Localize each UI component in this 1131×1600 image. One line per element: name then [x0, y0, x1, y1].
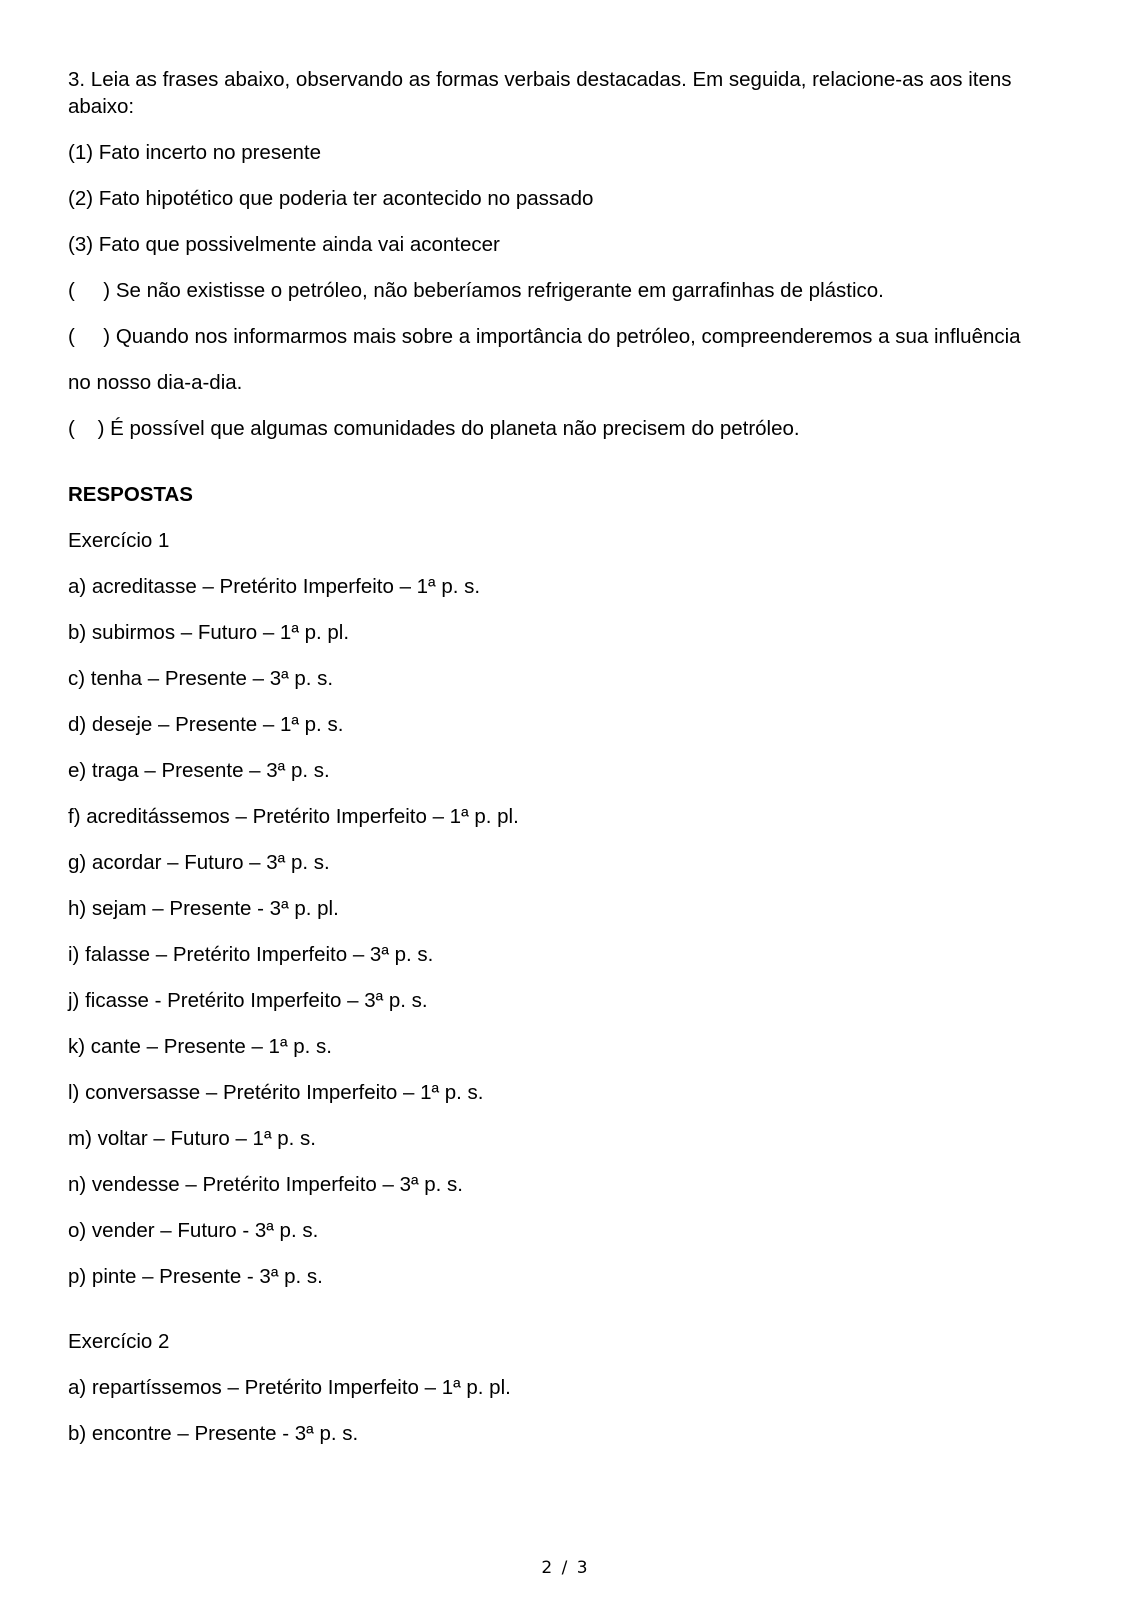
sentence-2-continuation: no nosso dia-a-dia. — [68, 371, 243, 394]
sentence-2: ( ) Quando nos informarmos mais sobre a importância do petróleo, compreenderemos a sua influência — [68, 325, 1021, 348]
exercise-1-item: p) pinte – Presente - 3ª p. s. — [68, 1265, 323, 1288]
answers-heading: RESPOSTAS — [68, 483, 193, 506]
exercise-2-item: b) encontre – Presente - 3ª p. s. — [68, 1422, 359, 1445]
exercise-1-item: m) voltar – Futuro – 1ª p. s. — [68, 1127, 316, 1150]
question-title: 3. Leia as frases abaixo, observando as formas verbais destacadas. Em seguida, relacione-as aos itens abaixo: — [68, 68, 1012, 118]
exercise-1-item: i) falasse – Pretérito Imperfeito – 3ª p. s. — [68, 943, 434, 966]
sentence-3: ( ) É possível que algumas comunidades do planeta não precisem do petróleo. — [68, 417, 800, 440]
exercise-1-item: g) acordar – Futuro – 3ª p. s. — [68, 851, 330, 874]
exercise-1-item: l) conversasse – Pretérito Imperfeito – 1ª p. s. — [68, 1081, 484, 1104]
option-2: (2) Fato hipotético que poderia ter acontecido no passado — [68, 187, 594, 210]
exercise-2-item: a) repartíssemos – Pretérito Imperfeito – 1ª p. pl. — [68, 1376, 511, 1399]
exercise-1-item: c) tenha – Presente – 3ª p. s. — [68, 667, 334, 690]
exercise-1-item: n) vendesse – Pretérito Imperfeito – 3ª p. s. — [68, 1173, 464, 1196]
exercise-1-item: j) ficasse - Pretérito Imperfeito – 3ª p. s. — [68, 989, 428, 1012]
exercise-1-item: f) acreditássemos – Pretérito Imperfeito – 1ª p. pl. — [68, 805, 519, 828]
exercise-1-item: h) sejam – Presente - 3ª p. pl. — [68, 897, 339, 920]
page-number: 2 / 3 — [541, 1558, 590, 1578]
exercise-1-item: o) vender – Futuro - 3ª p. s. — [68, 1219, 319, 1242]
exercise-1-item: a) acreditasse – Pretérito Imperfeito – 1ª p. s. — [68, 575, 481, 598]
exercise-1-title: Exercício 1 — [68, 529, 170, 552]
option-1: (1) Fato incerto no presente — [68, 141, 321, 164]
exercise-1-item: e) traga – Presente – 3ª p. s. — [68, 759, 330, 782]
sentence-1: ( ) Se não existisse o petróleo, não beberíamos refrigerante em garrafinhas de plástico. — [68, 279, 884, 302]
exercise-1-item: b) subirmos – Futuro – 1ª p. pl. — [68, 621, 350, 644]
exercise-2-title: Exercício 2 — [68, 1330, 170, 1353]
exercise-1-item: k) cante – Presente – 1ª p. s. — [68, 1035, 332, 1058]
exercise-1-item: d) deseje – Presente – 1ª p. s. — [68, 713, 344, 736]
document-page — [68, 66, 1058, 1447]
option-3: (3) Fato que possivelmente ainda vai acontecer — [68, 233, 500, 256]
